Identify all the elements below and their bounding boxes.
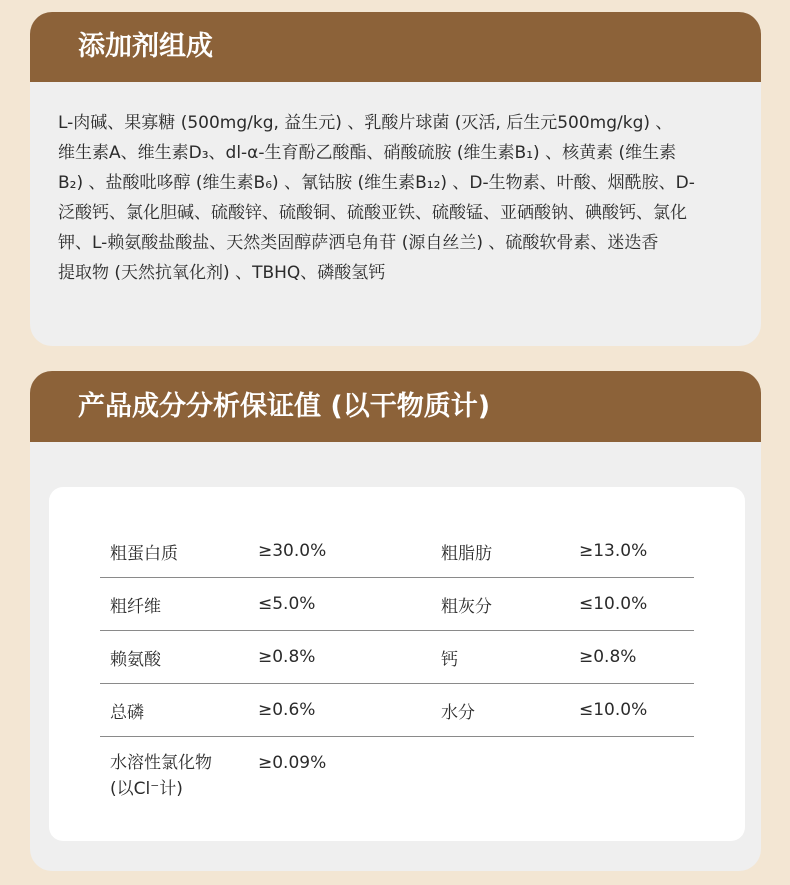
nutrient-value: ≥0.6% [258,700,316,720]
nutrient-value: ≥0.09% [258,753,327,773]
nutrient-value: ≤10.0% [579,700,648,720]
nutrient-name: 水分 [441,702,475,723]
nutrient-value: ≥0.8% [579,647,637,667]
additives-line: 维生素A、维生素D₃、dl-α-生育酚乙酸酯、硝酸硫胺 (维生素B₁) 、核黄素 (维生素 [58,143,677,163]
nutrient-name-line: (以Cl⁻计) [110,779,183,799]
nutrient-name: 钙 [441,649,458,670]
nutrient-name: 粗蛋白质 [110,543,178,564]
additives-line: 泛酸钙、氯化胆碱、硫酸锌、硫酸铜、硫酸亚铁、硫酸锰、亚硒酸钠、碘酸钙、氯化 [58,203,687,223]
nutrient-name [100,750,258,802]
analysis-table-panel [49,487,745,841]
nutrient-value: ≥0.8% [258,647,316,667]
nutrient-name: 总磷 [110,702,144,723]
table-row [100,684,694,737]
additives-text [58,108,748,288]
table-row [100,578,694,631]
nutrient-value: ≥13.0% [579,541,648,561]
nutrient-name: 赖氨酸 [110,649,161,670]
additives-line: 钾、L-赖氨酸盐酸盐、天然类固醇萨洒皂角苷 (源自丝兰) 、硫酸软骨素、迷迭香 [58,233,659,253]
table-row [100,631,694,684]
additives-card [30,12,761,346]
nutrient-value: ≤5.0% [258,594,316,614]
analysis-table [100,525,694,813]
nutrient-name: 粗灰分 [441,596,492,617]
nutrient-value: ≤10.0% [579,594,648,614]
nutrient-name: 粗纤维 [110,596,161,617]
nutrient-value: ≥30.0% [258,541,327,561]
table-row [100,737,694,813]
nutrient-name: 粗脂肪 [441,543,492,564]
additives-line: 提取物 (天然抗氧化剂) 、TBHQ、磷酸氢钙 [58,263,386,283]
nutrient-name-line: 水溶性氯化物 [110,753,212,773]
analysis-title: 产品成分分析保证值 (以干物质计) [30,371,761,442]
table-row [100,525,694,578]
additives-line: B₂) 、盐酸吡哆醇 (维生素B₆) 、氰钴胺 (维生素B₁₂) 、D-生物素、叶酸、烟酰胺、D- [58,173,695,193]
additives-line: L-肉碱、果寡糖 (500mg/kg, 益生元) 、乳酸片球菌 (灭活, 后生元500mg/kg) 、 [58,113,673,133]
analysis-card [30,371,761,871]
additives-title: 添加剂组成 [30,12,761,82]
